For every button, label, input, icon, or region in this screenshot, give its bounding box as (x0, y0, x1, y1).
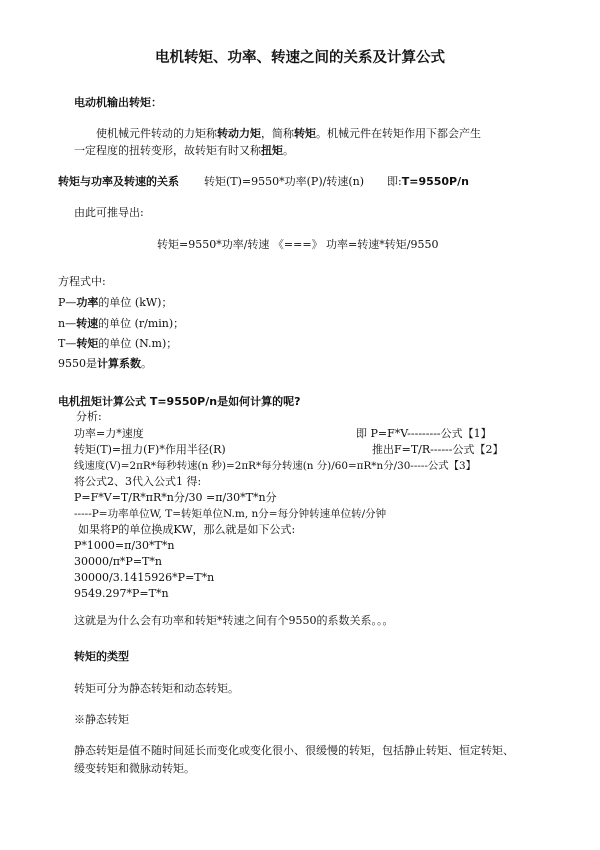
text-run: n— (58, 317, 77, 330)
text-run: 的单位 (kW)； (98, 296, 173, 309)
relation-formula: 转矩(T)=9550*功率(P)/转速(n) (204, 175, 364, 188)
bold-term: 转矩 (76, 337, 99, 350)
legend-item-speed (58, 317, 184, 331)
legend-item-coefficient (58, 357, 152, 371)
text-run: 。机械元件在转矩作用下都会产生 (316, 127, 481, 140)
equation-legend-heading: 方程式中: (58, 275, 106, 288)
text-run: 即: (387, 175, 402, 188)
paragraph-line (74, 144, 294, 158)
section-heading-output-torque: 电动机输出转矩： (74, 96, 162, 109)
text-run: T— (58, 337, 77, 350)
bold-term: 转速 (76, 317, 99, 330)
derivation-line: P*1000=π/30*T*n (74, 539, 175, 552)
conclusion-line: 这就是为什么会有功率和转矩*转速之间有个9550的系数关系。。。 (74, 614, 394, 627)
text-run: 使机械元件转动的力矩称 (96, 127, 217, 140)
derived-formula: 转矩=9550*功率/转速 《===》 功率=转速*转矩/9550 (157, 238, 439, 251)
bold-term: 扭矩 (261, 144, 283, 157)
bold-term: 转矩 (294, 127, 316, 140)
document-title: 电机转矩、功率、转速之间的关系及计算公式 (155, 50, 445, 66)
derivation-line: 功率=力*速度 (74, 427, 144, 440)
relation-line (58, 175, 469, 189)
paragraph-line: 静态转矩是值不随时间延长而变化或变化很小、很缓慢的转矩，包括静止转矩、恒定转矩、 (74, 744, 514, 757)
formula-1: 即 P=F*V---------公式【1】 (356, 427, 492, 440)
text-run: P— (58, 296, 77, 309)
text-run: 9550是 (58, 357, 97, 370)
derivation-line: 9549.297*P=T*n (74, 587, 169, 600)
paragraph-line: 缓变转矩和微脉动转矩。 (74, 762, 195, 775)
text-run: 。 (141, 357, 152, 370)
result-formula: T=9550P/n (401, 175, 469, 188)
legend-item-power (58, 296, 172, 310)
text-run: 的单位 (r/min)； (98, 317, 185, 330)
derivation-line: P=F*V=T/R*πR*n分/30 =π/30*T*n分 (74, 491, 277, 504)
paragraph-line: 转矩可分为静态转矩和动态转矩。 (74, 682, 239, 695)
derivation-line: 转矩(T)=扭力(F)*作用半径(R) (74, 443, 226, 456)
bold-term: 功率 (76, 296, 99, 309)
formula-2: 推出F=T/R------公式【2】 (372, 443, 504, 456)
derivation-line: 如果将P的单位换成KW，那么就是如下公式: (78, 523, 296, 536)
unit-explanation: -----P=功率单位W, T=转矩单位N.m, n分=每分钟转速单位转/分钟 (74, 508, 387, 520)
bold-term: 计算系数 (97, 357, 141, 370)
derive-label: 由此可推导出: (74, 206, 144, 219)
derivation-line: 30000/3.1415926*P=T*n (74, 571, 215, 584)
paragraph-line (96, 127, 481, 141)
bold-term: 转动力矩 (217, 127, 261, 140)
derivation-line: 将公式2、3代入公式1 得: (74, 475, 202, 488)
derivation-line: 30000/π*P=T*n (74, 555, 162, 568)
legend-item-torque (58, 337, 177, 351)
formula-3: 线速度(V)=2πR*每秒转速(n 秒)=2πR*每分转速(n 分)/60=πR*n分/30-----公式【3】 (74, 460, 477, 472)
text-run: 的单位 (N.m)； (98, 337, 178, 350)
text-run: 。 (283, 144, 294, 157)
section-heading-torque-types: 转矩的类型 (74, 650, 129, 663)
section-heading-relation: 转矩与功率及转速的关系 (58, 175, 179, 188)
text-run: 一定程度的扭转变形，故转矩有时又称 (74, 144, 261, 157)
text-run: ，简称 (261, 127, 294, 140)
section-heading-calculation: 电机扭矩计算公式 T=9550P/n是如何计算的呢? (58, 395, 301, 408)
subheading-static-torque: ※静态转矩 (74, 713, 129, 726)
analysis-label: 分析: (76, 410, 102, 423)
